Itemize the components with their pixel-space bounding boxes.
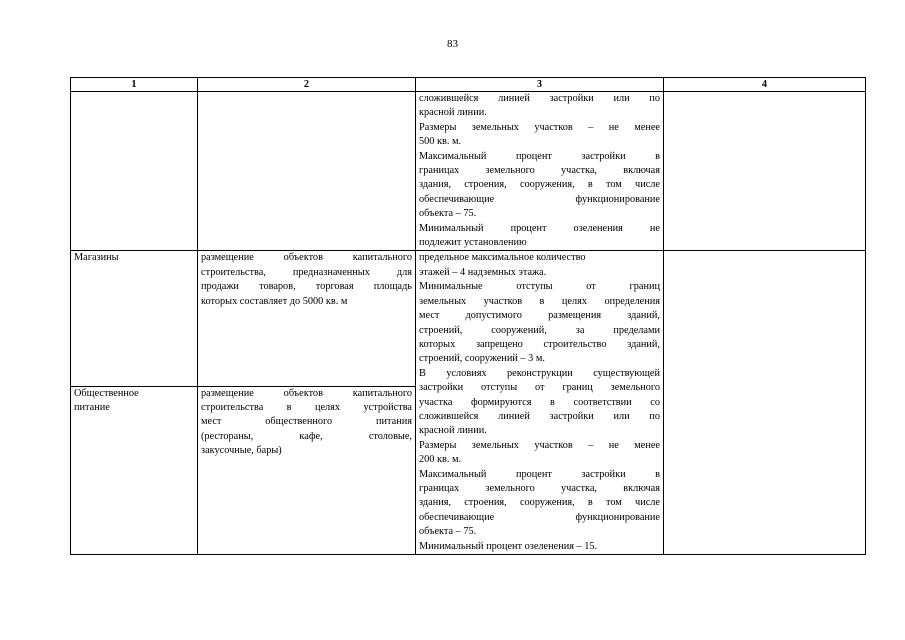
text-line: красной линии. <box>419 425 487 437</box>
text-line: границах земельного участка, включая <box>419 165 660 177</box>
table-row <box>71 251 866 386</box>
text-line: здания, строения, сооружения, в том числе <box>419 497 660 509</box>
text-line: этажей – 4 надземных этажа. <box>419 266 547 278</box>
text-line: сложившейся линией застройки или по <box>419 410 660 422</box>
text-line: застройки отступы от границ земельного <box>419 382 660 394</box>
text-line: Минимальный процент озеленения – 15. <box>419 540 598 552</box>
text-line: строительства в целях устройства <box>201 402 412 414</box>
page-number: 83 <box>447 38 458 50</box>
text-line: продажи товаров, торговая площадь <box>201 281 412 293</box>
parameters-cell <box>416 251 664 555</box>
text-line: мест общественного питания <box>201 416 412 428</box>
text-line: 200 кв. м. <box>419 454 462 466</box>
text-line: Магазины <box>74 252 119 264</box>
use-description-cell <box>198 386 416 554</box>
text-line: Общественное <box>74 387 139 399</box>
text-line: обеспечивающие функционирование <box>419 511 660 523</box>
text-line: (рестораны, кафе, столовые, <box>201 430 412 442</box>
header-col-3: 3 <box>416 78 664 92</box>
text-line: здания, строения, сооружения, в том числе <box>419 179 660 191</box>
text-line: Минимальные отступы от границ <box>419 281 660 293</box>
text-line: сложившейся линией застройки или по <box>419 93 660 104</box>
header-col-2: 2 <box>198 78 416 92</box>
text-line: Размеры земельных участков – не менее <box>419 439 660 451</box>
row2-col4-cell <box>664 251 866 555</box>
header-col-4: 4 <box>664 78 866 92</box>
text-line: размещение объектов капитального <box>201 252 412 264</box>
text-line: участка формируются в соответствии со <box>419 396 660 408</box>
text-line: предельное максимальное количество <box>419 252 586 264</box>
text-line: объекта – 75. <box>419 526 477 538</box>
row1-col1-cell <box>71 92 198 251</box>
text-line: Максимальный процент застройки в <box>419 468 660 480</box>
text-line: границах земельного участка, включая <box>419 482 660 494</box>
text-line: которых запрещено строительство зданий, <box>419 338 660 350</box>
header-col-1: 1 <box>71 78 198 92</box>
text-line: Максимальный процент застройки в <box>419 150 660 162</box>
text-line: обеспечивающие функционирование <box>419 193 660 205</box>
use-name-cell <box>71 251 198 386</box>
row1-col3-cell <box>416 92 664 251</box>
text-line: 500 кв. м. <box>419 136 462 148</box>
text-line: размещение объектов капитального <box>201 387 412 399</box>
text-line: строений, сооружений, за пределами <box>419 324 660 336</box>
use-name-cell <box>71 386 198 554</box>
text-line: питание <box>74 402 110 414</box>
regulations-table <box>70 77 866 555</box>
text-line: Размеры земельных участков – не менее <box>419 121 660 133</box>
text-line: закусочные, бары) <box>201 445 282 457</box>
text-line: которых составляет до 5000 кв. м <box>201 295 348 307</box>
text-line: подлежит установлению <box>419 237 527 249</box>
row1-col2-cell <box>198 92 416 251</box>
table-row <box>71 92 866 251</box>
row1-col4-cell <box>664 92 866 251</box>
text-line: мест допустимого размещения зданий, <box>419 310 660 322</box>
text-line: земельных участков в целях определения <box>419 295 660 307</box>
text-line: В условиях реконструкции существующей <box>419 367 660 379</box>
text-line: строительства, предназначенных для <box>201 266 412 278</box>
text-line: красной линии. <box>419 107 487 119</box>
use-description-cell <box>198 251 416 386</box>
text-line: объекта – 75. <box>419 208 477 220</box>
table-header-row <box>71 78 866 92</box>
text-line: Минимальный процент озеленения не <box>419 222 660 234</box>
text-line: строений, сооружений – 3 м. <box>419 353 545 365</box>
